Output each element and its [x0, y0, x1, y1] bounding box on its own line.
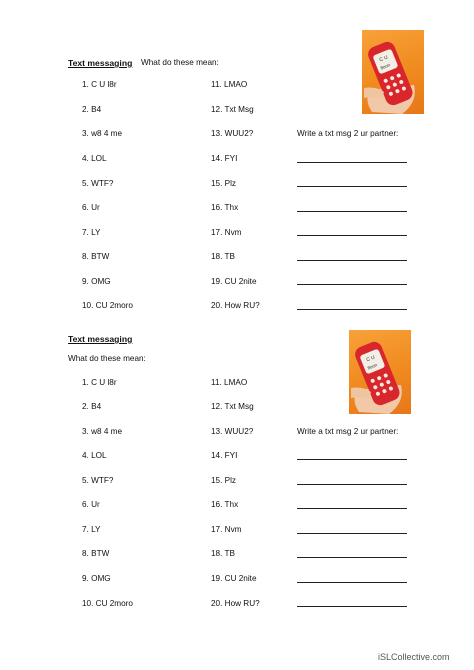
- s2-item-14: 14. FYI: [211, 451, 238, 460]
- s2-item-15: 15. Plz: [211, 476, 237, 485]
- phone-screen-line2: 8oon: [379, 62, 391, 71]
- phone-screen-line2: 8oon: [366, 362, 378, 371]
- s2-item-16: 16. Thx: [211, 500, 239, 509]
- section2-title: Text messaging: [68, 334, 133, 344]
- s1-item-10: 10. CU 2moro: [82, 301, 133, 310]
- s2-item-12: 12. Txt Msg: [211, 402, 254, 411]
- s2-item-7: 7. LY: [82, 525, 101, 534]
- s2-item-11: 11. LMAO: [211, 378, 248, 387]
- s1-item-8: 8. BTW: [82, 252, 110, 261]
- s1-item-16: 16. Thx: [211, 203, 239, 212]
- s1-item-4: 4. LOL: [82, 154, 107, 163]
- s2-answer-line-3[interactable]: [297, 508, 407, 509]
- s1-item-18: 18. TB: [211, 252, 235, 261]
- s1-answer-line-3[interactable]: [297, 211, 407, 212]
- s1-item-11: 11. LMAO: [211, 80, 248, 89]
- watermark: iSLCollective.com: [378, 652, 450, 662]
- s1-item-17: 17. Nvm: [211, 228, 242, 237]
- s2-item-10: 10. CU 2moro: [82, 599, 133, 608]
- s2-item-3: 3. w8 4 me: [82, 427, 123, 436]
- s1-answer-line-7[interactable]: [297, 309, 407, 310]
- s1-item-19: 19. CU 2nite: [211, 277, 257, 286]
- s1-item-12: 12. Txt Msg: [211, 105, 254, 114]
- s1-item-13: 13. WUU2?: [211, 129, 254, 138]
- s1-answer-line-5[interactable]: [297, 260, 407, 261]
- s1-item-20: 20. How RU?: [211, 301, 260, 310]
- s1-item-2: 2. B4: [82, 105, 102, 114]
- s2-item-17: 17. Nvm: [211, 525, 242, 534]
- s2-item-18: 18. TB: [211, 549, 235, 558]
- s1-item-1: 1. C U l8r: [82, 80, 117, 89]
- s1-item-9: 9. OMG: [82, 277, 111, 286]
- s2-item-13: 13. WUU2?: [211, 427, 254, 436]
- s2-item-19: 19. CU 2nite: [211, 574, 257, 583]
- s2-item-1: 1. C U l8r: [82, 378, 117, 387]
- s2-answer-line-1[interactable]: [297, 459, 407, 460]
- phone-photo-1: [362, 30, 424, 114]
- s2-item-8: 8. BTW: [82, 549, 110, 558]
- phone-screen-line1: C U: [378, 54, 389, 64]
- s2-write-prompt: Write a txt msg 2 ur partner:: [297, 427, 399, 436]
- s2-item-20: 20. How RU?: [211, 599, 260, 608]
- section1-instruction: What do these mean:: [141, 58, 219, 67]
- s1-answer-line-1[interactable]: [297, 162, 407, 163]
- section2-instruction: What do these mean:: [68, 354, 146, 363]
- s1-answer-line-2[interactable]: [297, 186, 407, 187]
- s2-answer-line-4[interactable]: [297, 533, 407, 534]
- phone-illustration-1: [362, 30, 424, 114]
- s1-item-3: 3. w8 4 me: [82, 129, 123, 138]
- phone-screen-line1: C U: [365, 354, 376, 364]
- phone-illustration-2: [349, 330, 411, 414]
- s1-item-6: 6. Ur: [82, 203, 100, 212]
- s2-item-4: 4. LOL: [82, 451, 107, 460]
- s2-answer-line-6[interactable]: [297, 582, 407, 583]
- section1-title: Text messaging: [68, 58, 133, 68]
- s1-item-7: 7. LY: [82, 228, 101, 237]
- s2-answer-line-2[interactable]: [297, 484, 407, 485]
- phone-photo-2: [349, 330, 411, 414]
- s1-answer-line-6[interactable]: [297, 284, 407, 285]
- s1-write-prompt: Write a txt msg 2 ur partner:: [297, 129, 399, 138]
- s1-item-5: 5. WTF?: [82, 179, 114, 188]
- s2-answer-line-5[interactable]: [297, 557, 407, 558]
- s2-item-9: 9. OMG: [82, 574, 111, 583]
- s1-item-15: 15. Plz: [211, 179, 237, 188]
- s1-answer-line-4[interactable]: [297, 235, 407, 236]
- s2-item-6: 6. Ur: [82, 500, 100, 509]
- s2-item-5: 5. WTF?: [82, 476, 114, 485]
- s2-answer-line-7[interactable]: [297, 606, 407, 607]
- s1-item-14: 14. FYI: [211, 154, 238, 163]
- s2-item-2: 2. B4: [82, 402, 102, 411]
